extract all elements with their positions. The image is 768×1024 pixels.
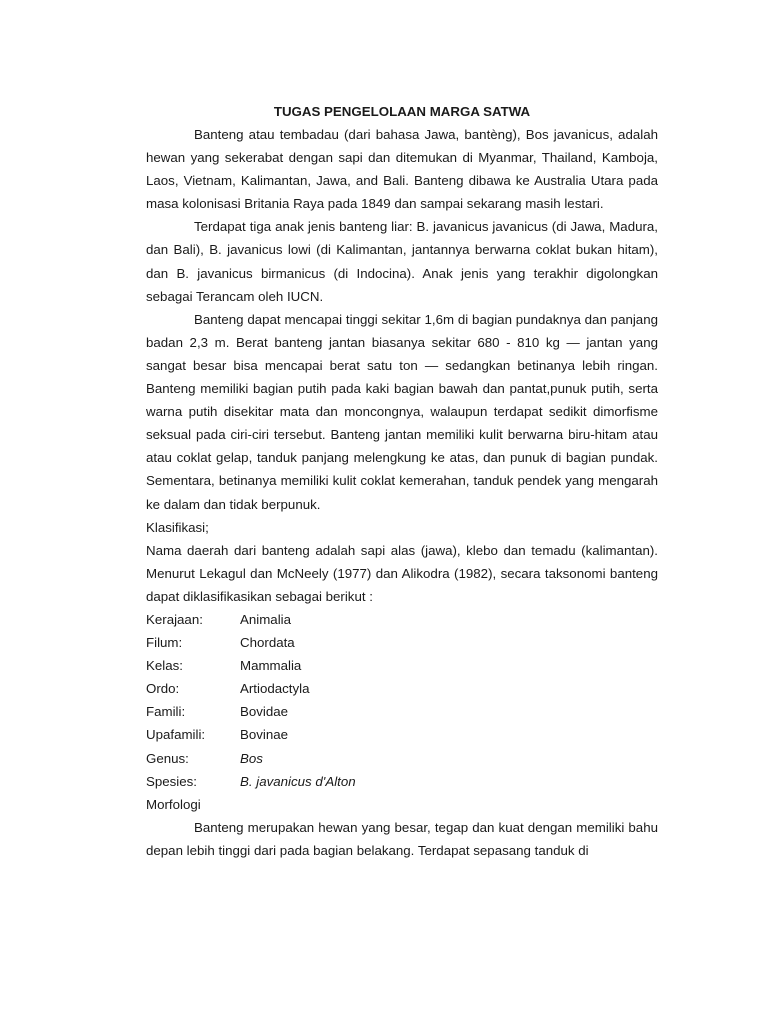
paragraph-intro: Banteng atau tembadau (dari bahasa Jawa, bantèng), Bos javanicus, adalah hewan yang sekerabat dengan sapi dan ditemukan di Myanmar, Thailand, Kamboja, Laos, Vietnam, Kalimantan, Jawa, and Bali. Banteng dibawa ke Australia Utara pada masa kolonisasi Britania Raya pada 1849 dan sampai sekarang masih lestari.	[146, 127, 658, 212]
taxonomy-row-filum	[146, 631, 658, 654]
klasifikasi-intro: Nama daerah dari banteng adalah sapi alas (jawa), klebo dan temadu (kalimantan). Menurut Lekagul dan McNeely (1977) dan Alikodra (1982), secara taksonomi banteng dapat diklasifikasikan sebagai berikut :	[146, 542, 658, 604]
taxonomy-rank: Genus:	[146, 750, 189, 766]
document-page	[146, 100, 658, 862]
klasifikasi-heading: Klasifikasi;	[146, 519, 209, 535]
document-title: TUGAS PENGELOLAAN MARGA SATWA	[273, 104, 531, 119]
taxonomy-row-genus	[146, 747, 658, 770]
taxonomy-row-ordo	[146, 677, 658, 700]
taxonomy-table	[146, 608, 658, 793]
taxonomy-rank: Spesies:	[146, 773, 197, 789]
taxonomy-value: Bovinae	[240, 727, 289, 743]
taxonomy-value: Mammalia	[240, 658, 302, 674]
taxonomy-row-upafamili	[146, 723, 658, 746]
taxonomy-value: B. javanicus d'Alton	[240, 773, 356, 789]
morfologi-heading: Morfologi	[146, 796, 201, 812]
taxonomy-row-kerajaan	[146, 608, 658, 631]
taxonomy-value: Animalia	[240, 611, 291, 627]
taxonomy-value: Bovidae	[240, 704, 289, 720]
taxonomy-row-spesies	[146, 770, 658, 793]
taxonomy-rank: Kelas:	[146, 658, 183, 674]
taxonomy-row-famili	[146, 700, 658, 723]
taxonomy-rank: Filum:	[146, 635, 183, 651]
paragraph-subspecies: Terdapat tiga anak jenis banteng liar: B. javanicus javanicus (di Jawa, Madura, dan Bali), B. javanicus lowi (di Kalimantan, jantannya berwarna coklat bukan hitam), dan B. javanicus birmanicus (di Indocina). Anak jenis yang terakhir digolongkan sebagai Terancam oleh IUCN.	[146, 219, 658, 304]
taxonomy-rank: Kerajaan:	[146, 611, 203, 627]
taxonomy-value: Artiodactyla	[240, 681, 310, 697]
paragraph-description: Banteng dapat mencapai tinggi sekitar 1,6m di bagian pundaknya dan panjang badan 2,3 m. Berat banteng jantan biasanya sekitar 680 - 810 kg — jantan yang sangat besar bisa mencapai berat satu ton — sedangkan betinanya lebih ringan. Banteng memiliki bagian putih pada kaki bagian bawah dan pantat,punuk putih, serta warna putih disekitar mata dan moncongnya, walaupun terdapat sedikit dimorfisme seksual pada ciri-ciri tersebut. Banteng jantan memiliki kulit berwarna biru-hitam atau atau coklat gelap, tanduk panjang melengkung ke atas, dan punuk di bagian pundak. Sementara, betinanya memiliki kulit coklat kemerahan, tanduk pendek yang mengarah ke dalam dan tidak berpunuk.	[146, 311, 658, 512]
paragraph-morfologi: Banteng merupakan hewan yang besar, tegap dan kuat dengan memiliki bahu depan lebih tinggi dari pada bagian belakang. Terdapat sepasang tanduk di	[146, 819, 658, 858]
taxonomy-value: Chordata	[240, 635, 295, 651]
taxonomy-rank: Famili:	[146, 704, 186, 720]
taxonomy-rank: Ordo:	[146, 681, 180, 697]
taxonomy-value: Bos	[240, 750, 263, 766]
taxonomy-rank: Upafamili:	[146, 727, 206, 743]
taxonomy-row-kelas	[146, 654, 658, 677]
